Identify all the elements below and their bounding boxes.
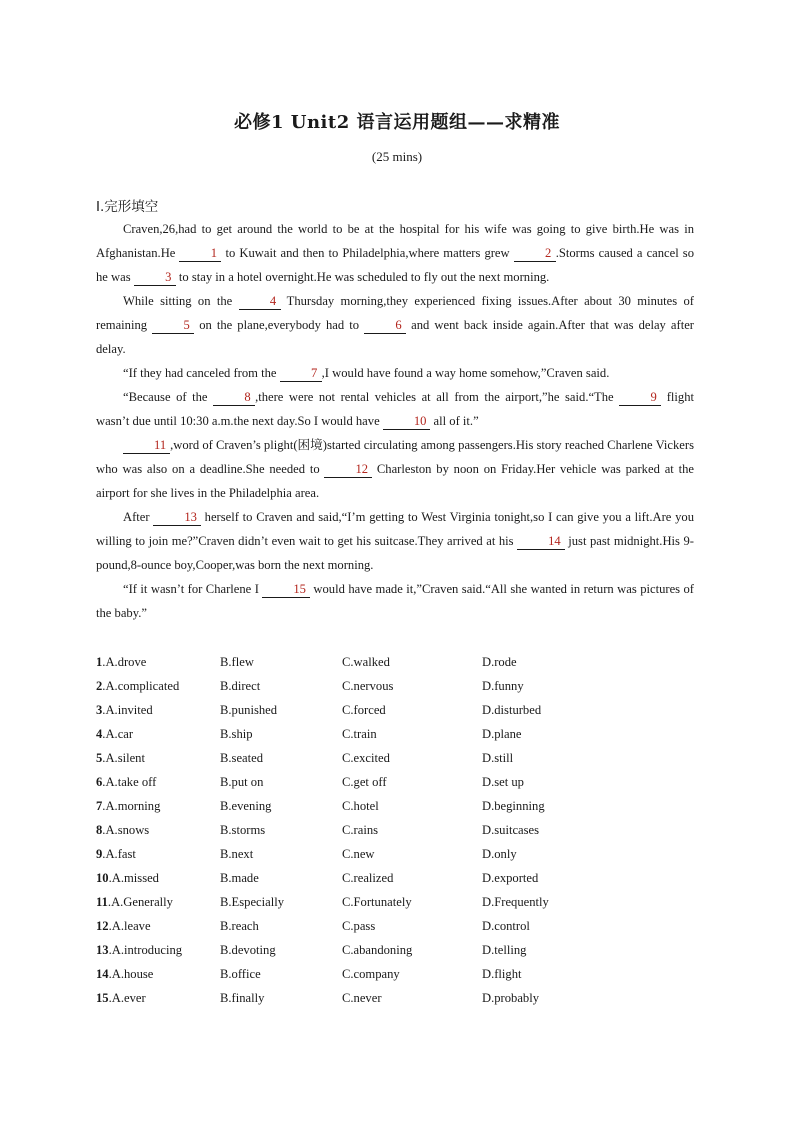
option-text: A.drove [105, 655, 147, 669]
option-text: A.take off [105, 775, 157, 789]
question-number: 14 [96, 967, 109, 981]
passage-paragraph [96, 361, 694, 385]
option-text: A.missed [111, 871, 159, 885]
option-text: A.introducing [111, 943, 183, 957]
passage-text: “If it wasn’t for Charlene I [123, 582, 263, 596]
blank-number: 7 [280, 365, 322, 382]
option-text: A.invited [105, 703, 153, 717]
answer-option: C.get off [342, 775, 387, 789]
question-row [96, 914, 696, 938]
answer-option: C.hotel [342, 799, 379, 813]
answer-option: 6.A.take off [96, 775, 157, 789]
question-number: 4 [96, 727, 103, 741]
option-text: A.morning [105, 799, 161, 813]
answer-option: D.control [482, 919, 530, 933]
question-row [96, 938, 696, 962]
answer-option: C.pass [342, 919, 376, 933]
passage-text: .Storms caused a cancel so he was [96, 246, 694, 284]
answer-option: D.disturbed [482, 703, 542, 717]
answer-option: B.direct [220, 679, 261, 693]
answer-option: C.realized [342, 871, 394, 885]
question-number: 13 [96, 943, 109, 957]
cloze-passage [96, 217, 694, 625]
passage-text: Thursday morning,they experienced fixing issues.After about 30 minutes of remaining [96, 294, 694, 332]
question-options [96, 650, 696, 1010]
answer-option: D.exported [482, 871, 539, 885]
question-row [96, 890, 696, 914]
question-row [96, 698, 696, 722]
passage-text: Charleston by noon on Friday.Her vehicle was parked at the airport for she lives in the Philadelphia area. [96, 462, 694, 500]
blank-number: 3 [134, 269, 176, 286]
question-row [96, 746, 696, 770]
option-text: A.silent [105, 751, 145, 765]
passage-text: and went back inside again.After that was delay after delay. [96, 318, 694, 356]
question-number: 9 [96, 847, 103, 861]
answer-option: B.evening [220, 799, 272, 813]
answer-option: D.set up [482, 775, 524, 789]
answer-option: C.forced [342, 703, 386, 717]
option-text: A.complicated [105, 679, 180, 693]
option-text: A.car [105, 727, 134, 741]
answer-option: B.punished [220, 703, 278, 717]
answer-option: 8.A.snows [96, 823, 150, 837]
passage-paragraph [96, 577, 694, 625]
answer-option: D.Frequently [482, 895, 549, 909]
answer-option: C.new [342, 847, 375, 861]
answer-option: B.seated [220, 751, 264, 765]
answer-option: C.abandoning [342, 943, 413, 957]
passage-text: flight wasn’t due until 10:30 a.m.the next day.So I would have [96, 390, 695, 428]
passage-text: “If they had canceled from the [123, 366, 280, 380]
passage-text: just past midnight.His 9-pound,8-ounce boy,Cooper,was born the next morning. [96, 534, 694, 572]
passage-text: to Kuwait and then to Philadelphia,where matters grew [221, 246, 514, 260]
answer-option: C.nervous [342, 679, 394, 693]
page-title: 必修1 Unit2 语言运用题组——求精准 [233, 112, 561, 133]
passage-text: While sitting on the [123, 294, 239, 308]
blank-number: 4 [239, 293, 281, 310]
passage-text: ,I would have found a way home somehow,”Craven said. [321, 366, 610, 380]
question-number: 1 [96, 655, 103, 669]
blank-number: 15 [262, 581, 310, 598]
blank-number: 12 [324, 461, 372, 478]
answer-option: B.made [220, 871, 259, 885]
passage-text: on the plane,everybody had to [194, 318, 365, 332]
passage-text: “Because of the [123, 390, 214, 404]
question-number: 7 [96, 799, 103, 813]
answer-option: B.finally [220, 991, 265, 1005]
answer-option: 10.A.missed [96, 871, 159, 885]
question-number: 10 [96, 871, 109, 885]
question-number: 2 [96, 679, 103, 693]
passage-text: all of it.” [430, 414, 479, 428]
answer-option: B.flew [220, 655, 254, 669]
question-row [96, 674, 696, 698]
question-number: 12 [96, 919, 109, 933]
question-row [96, 650, 696, 674]
answer-option: D.telling [482, 943, 527, 957]
answer-option: 11.A.Generally [96, 895, 173, 909]
answer-option: 13.A.introducing [96, 943, 183, 957]
answer-option: D.only [482, 847, 517, 861]
answer-option: D.rode [482, 655, 517, 669]
option-text: A.fast [105, 847, 136, 861]
answer-option: D.plane [482, 727, 522, 741]
answer-option: 9.A.fast [96, 847, 136, 861]
section-heading: Ⅰ.完形填空 [96, 199, 159, 215]
question-number: 3 [96, 703, 103, 717]
answer-option: C.Fortunately [342, 895, 412, 909]
answer-option: B.reach [220, 919, 259, 933]
answer-option: 12.A.leave [96, 919, 151, 933]
question-row [96, 866, 696, 890]
option-text: A.house [111, 967, 154, 981]
question-row [96, 722, 696, 746]
answer-option: B.storms [220, 823, 266, 837]
answer-option: C.train [342, 727, 377, 741]
answer-option: D.suitcases [482, 823, 540, 837]
answer-option: B.ship [220, 727, 253, 741]
answer-option: B.office [220, 967, 261, 981]
passage-text: herself to Craven and said,“I’m getting to West Virginia tonight,so I can give you a lift.Are you willing to join me?”Craven didn’t even wait to get his suitcase.They arrived at his [96, 510, 694, 548]
answer-option: B.Especially [220, 895, 285, 909]
question-row [96, 962, 696, 986]
time-limit: (25 mins) [371, 149, 423, 164]
answer-option: D.still [482, 751, 514, 765]
question-row [96, 818, 696, 842]
answer-option: 14.A.house [96, 967, 154, 981]
blank-number: 1 [179, 245, 221, 262]
answer-option: C.company [342, 967, 400, 981]
answer-option: 15.A.ever [96, 991, 146, 1005]
answer-option: C.rains [342, 823, 379, 837]
passage-paragraph [96, 217, 694, 289]
passage-text: Craven,26,had to get around the world to be at the hospital for his wife was going to give birth.He was in Afghanistan.He [96, 222, 694, 260]
option-text: A.ever [111, 991, 146, 1005]
blank-number: 11 [123, 437, 170, 454]
blank-number: 5 [152, 317, 194, 334]
blank-number: 9 [619, 389, 661, 406]
answer-option: C.excited [342, 751, 390, 765]
answer-option: 2.A.complicated [96, 679, 180, 693]
answer-option: 3.A.invited [96, 703, 153, 717]
answer-option: D.funny [482, 679, 524, 693]
passage-text: would have made it,”Craven said.“All she wanted in return was pictures of the baby.” [96, 582, 694, 620]
question-row [96, 794, 696, 818]
answer-option: D.probably [482, 991, 540, 1005]
answer-option: C.walked [342, 655, 390, 669]
option-text: A.leave [111, 919, 151, 933]
option-text: A.Generally [111, 895, 173, 909]
answer-option: 4.A.car [96, 727, 134, 741]
option-text: A.snows [105, 823, 150, 837]
answer-option: B.next [220, 847, 254, 861]
blank-number: 13 [153, 509, 201, 526]
answer-option: D.flight [482, 967, 522, 981]
passage-text: ,there were not rental vehicles at all from the airport,”he said.“The [255, 390, 620, 404]
passage-paragraph [96, 289, 694, 361]
passage-paragraph [96, 505, 694, 577]
answer-option: D.beginning [482, 799, 545, 813]
passage-paragraph [96, 385, 694, 433]
answer-option: B.put on [220, 775, 264, 789]
question-number: 6 [96, 775, 103, 789]
blank-number: 8 [213, 389, 255, 406]
question-row [96, 770, 696, 794]
blank-number: 10 [383, 413, 431, 430]
blank-number: 14 [517, 533, 565, 550]
passage-paragraph [96, 433, 694, 505]
answer-option: 7.A.morning [96, 799, 161, 813]
blank-number: 6 [364, 317, 406, 334]
answer-option: 1.A.drove [96, 655, 147, 669]
answer-option: 5.A.silent [96, 751, 145, 765]
question-row [96, 842, 696, 866]
question-number: 5 [96, 751, 103, 765]
answer-option: C.never [342, 991, 382, 1005]
question-number: 8 [96, 823, 103, 837]
passage-text: After [123, 510, 154, 524]
question-number: 11 [96, 895, 108, 909]
blank-number: 2 [514, 245, 556, 262]
question-row [96, 986, 696, 1010]
question-number: 15 [96, 991, 109, 1005]
passage-text: ,word of Craven’s plight(困境)started circulating among passengers.His story reached Charlene Vickers who was also on a deadline.She needed to [96, 438, 694, 476]
passage-text: to stay in a hotel overnight.He was scheduled to fly out the next morning. [175, 270, 550, 284]
answer-option: B.devoting [220, 943, 276, 957]
